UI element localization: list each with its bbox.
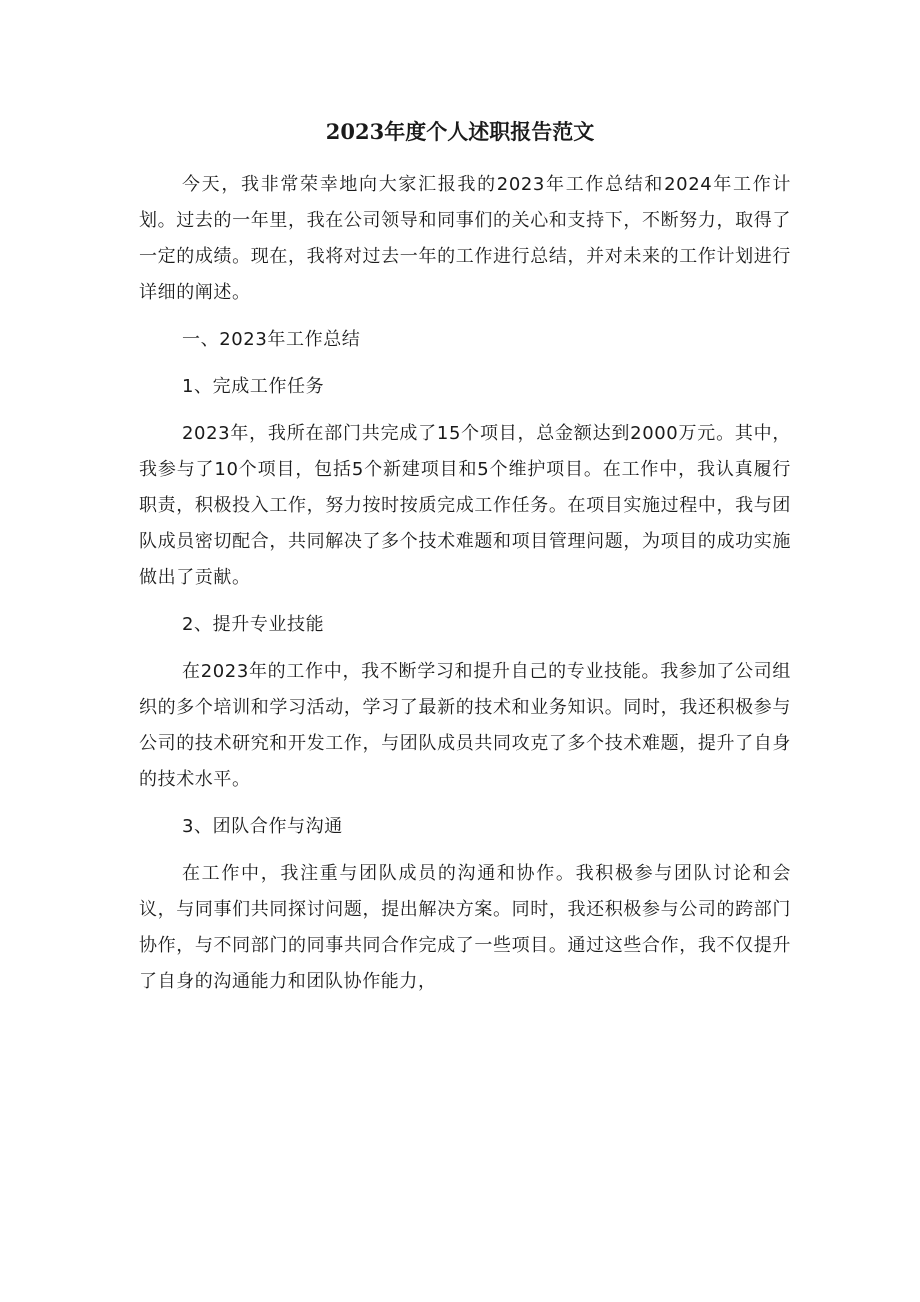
subheading-teamwork: 3、团队合作与沟通	[182, 816, 343, 837]
paragraph-complete-tasks: 2023年，我所在部门共完成了15个项目，总金额达到2000万元。其中，我参与了10个项目，包括5个新建项目和5个维护项目。在工作中，我认真履行职责，积极投入工作，努力按时按质完成工作任务。在项目实施过程中，我与团队成员密切配合，共同解决了多个技术难题和项目管理问题，为项目的成功实施做出了贡献。	[139, 423, 791, 588]
subheading-complete-tasks: 1、完成工作任务	[182, 376, 325, 397]
document-body	[139, 167, 791, 1011]
document-title: 2023年度个人述职报告范文	[325, 119, 595, 144]
paragraph-improve-skills: 在2023年的工作中，我不断学习和提升自己的专业技能。我参加了公司组织的多个培训和学习活动，学习了最新的技术和业务知识。同时，我还积极参与公司的技术研究和开发工作，与团队成员共同攻克了多个技术难题，提升了自身的技术水平。	[139, 661, 791, 790]
paragraph-teamwork: 在工作中，我注重与团队成员的沟通和协作。我积极参与团队讨论和会议，与同事们共同探讨问题，提出解决方案。同时，我还积极参与公司的跨部门协作，与不同部门的同事共同合作完成了一些项目。通过这些合作，我不仅提升了自身的沟通能力和团队协作能力，	[139, 863, 791, 992]
subheading-improve-skills: 2、提升专业技能	[182, 614, 325, 635]
intro-paragraph: 今天，我非常荣幸地向大家汇报我的2023年工作总结和2024年工作计划。过去的一年里，我在公司领导和同事们的关心和支持下，不断努力，取得了一定的成绩。现在，我将对过去一年的工作进行总结，并对未来的工作计划进行详细的阐述。	[139, 174, 791, 303]
section-heading-work-summary: 一、2023年工作总结	[182, 329, 361, 350]
